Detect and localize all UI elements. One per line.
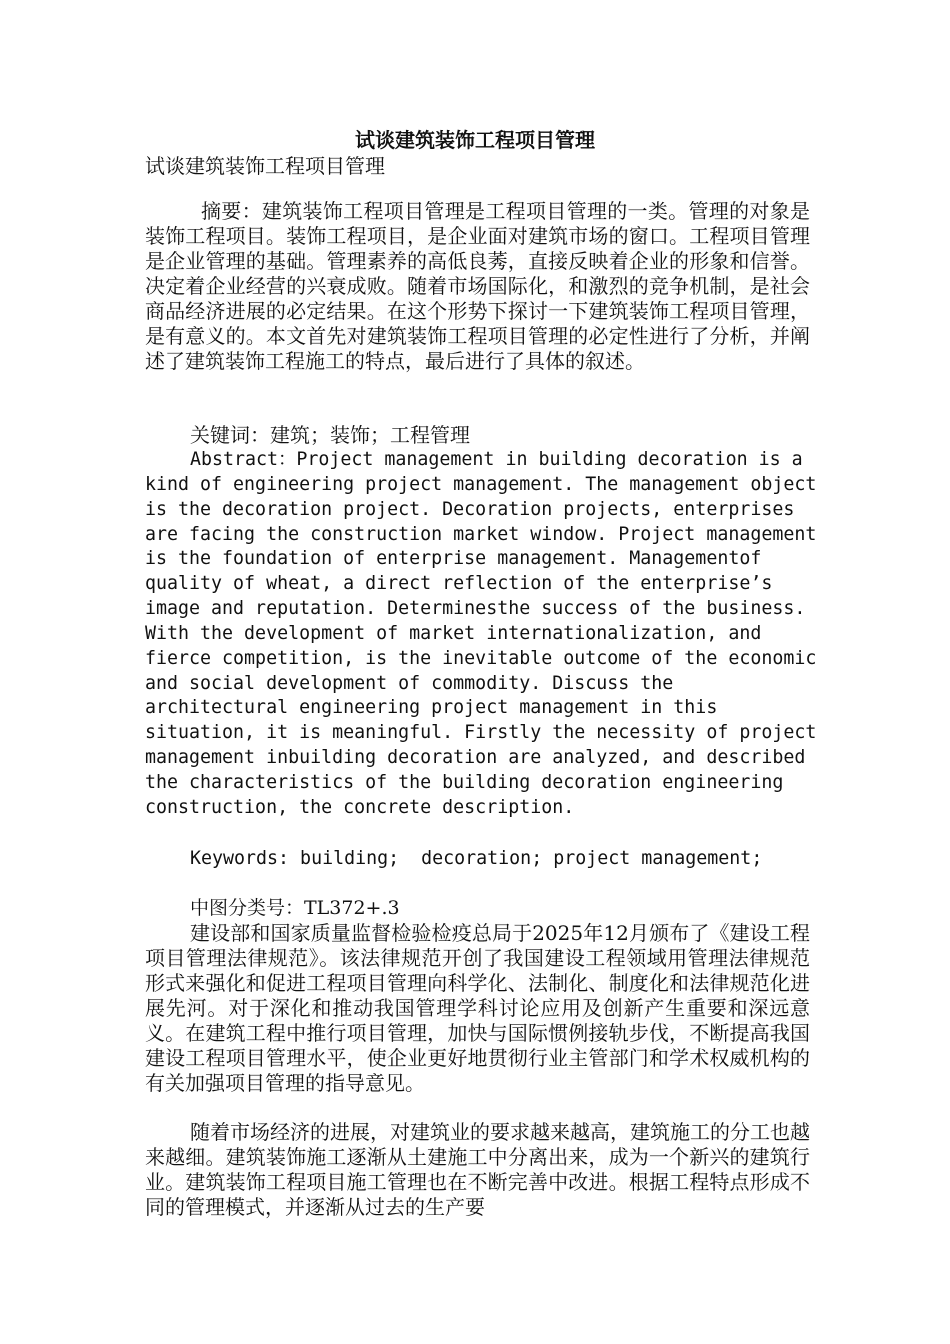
keywords-chinese: 关键词：建筑；装饰；工程管理 bbox=[190, 423, 470, 447]
abstract-chinese: 摘要：建筑装饰工程项目管理是工程项目管理的一类。管理的对象是装饰工程项目。装饰工程项目，是企业面对建筑市场的窗口。工程项目管理是企业管理的基础。管理素养的高低良莠，直接反映着企业的形象和信誉。决定着企业经营的兴衰成败。随着市场国际化，和激烈的竞争机制，是社会商品经济进展的必定结果。在这个形势下探讨一下建筑装饰工程项目管理，是有意义的。本文首先对建筑装饰工程项目管理的必定性进行了分析，并阐述了建筑装饰工程施工的特点，最后进行了具体的叙述。 bbox=[145, 199, 810, 373]
document-title: 试谈建筑装饰工程项目管理 bbox=[355, 128, 595, 152]
keywords-english: Keywords: building; decoration; project management; bbox=[190, 848, 763, 869]
abstract-english: Abstract：Project management in building decoration is a kind of engineering project management. The management object is the decoration project. Decoration projects, enterprises are facing the construction market window. Project management is the foundation of enterprise management. Managementof quality of wheat, a direct reflection of the enterprise’s image and reputation. Determinesthe success of the business. With the development of market internationalization, and fierce competition, is the inevitable outcome of the economic and social development of commodity. Discuss the architectural engineering project management in this situation, it is meaningful. Firstly the necessity of project management inbuilding decoration are analyzed, and described the characteristics of the building decoration engineering construction, the concrete description. bbox=[145, 449, 817, 818]
body-paragraph-1: 建设部和国家质量监督检验检疫总局于2025年12月颁布了《建设工程项目管理法律规范》。该法律规范开创了我国建设工程领域用管理法律规范形式来强化和促进工程项目管理向科学化、法制化、制度化和法律规范化进展先河。对于深化和推动我国管理学科讨论应用及创新产生重要和深远意义。在建筑工程中推行项目管理，加快与国际惯例接轨步伐，不断提高我国建设工程项目管理水平，使企业更好地贯彻行业主管部门和学术权威机构的有关加强项目管理的指导意见。 bbox=[145, 921, 810, 1095]
body-paragraph-2: 随着市场经济的进展，对建筑业的要求越来越高，建筑施工的分工也越来越细。建筑装饰施工逐渐从土建施工中分离出来，成为一个新兴的建筑行业。建筑装饰工程项目施工管理也在不断完善中改进。根据工程特点形成不同的管理模式，并逐渐从过去的生产要 bbox=[145, 1120, 810, 1219]
document-subtitle: 试谈建筑装饰工程项目管理 bbox=[145, 154, 385, 178]
classification-number: 中图分类号：TL372+.3 bbox=[190, 897, 400, 919]
